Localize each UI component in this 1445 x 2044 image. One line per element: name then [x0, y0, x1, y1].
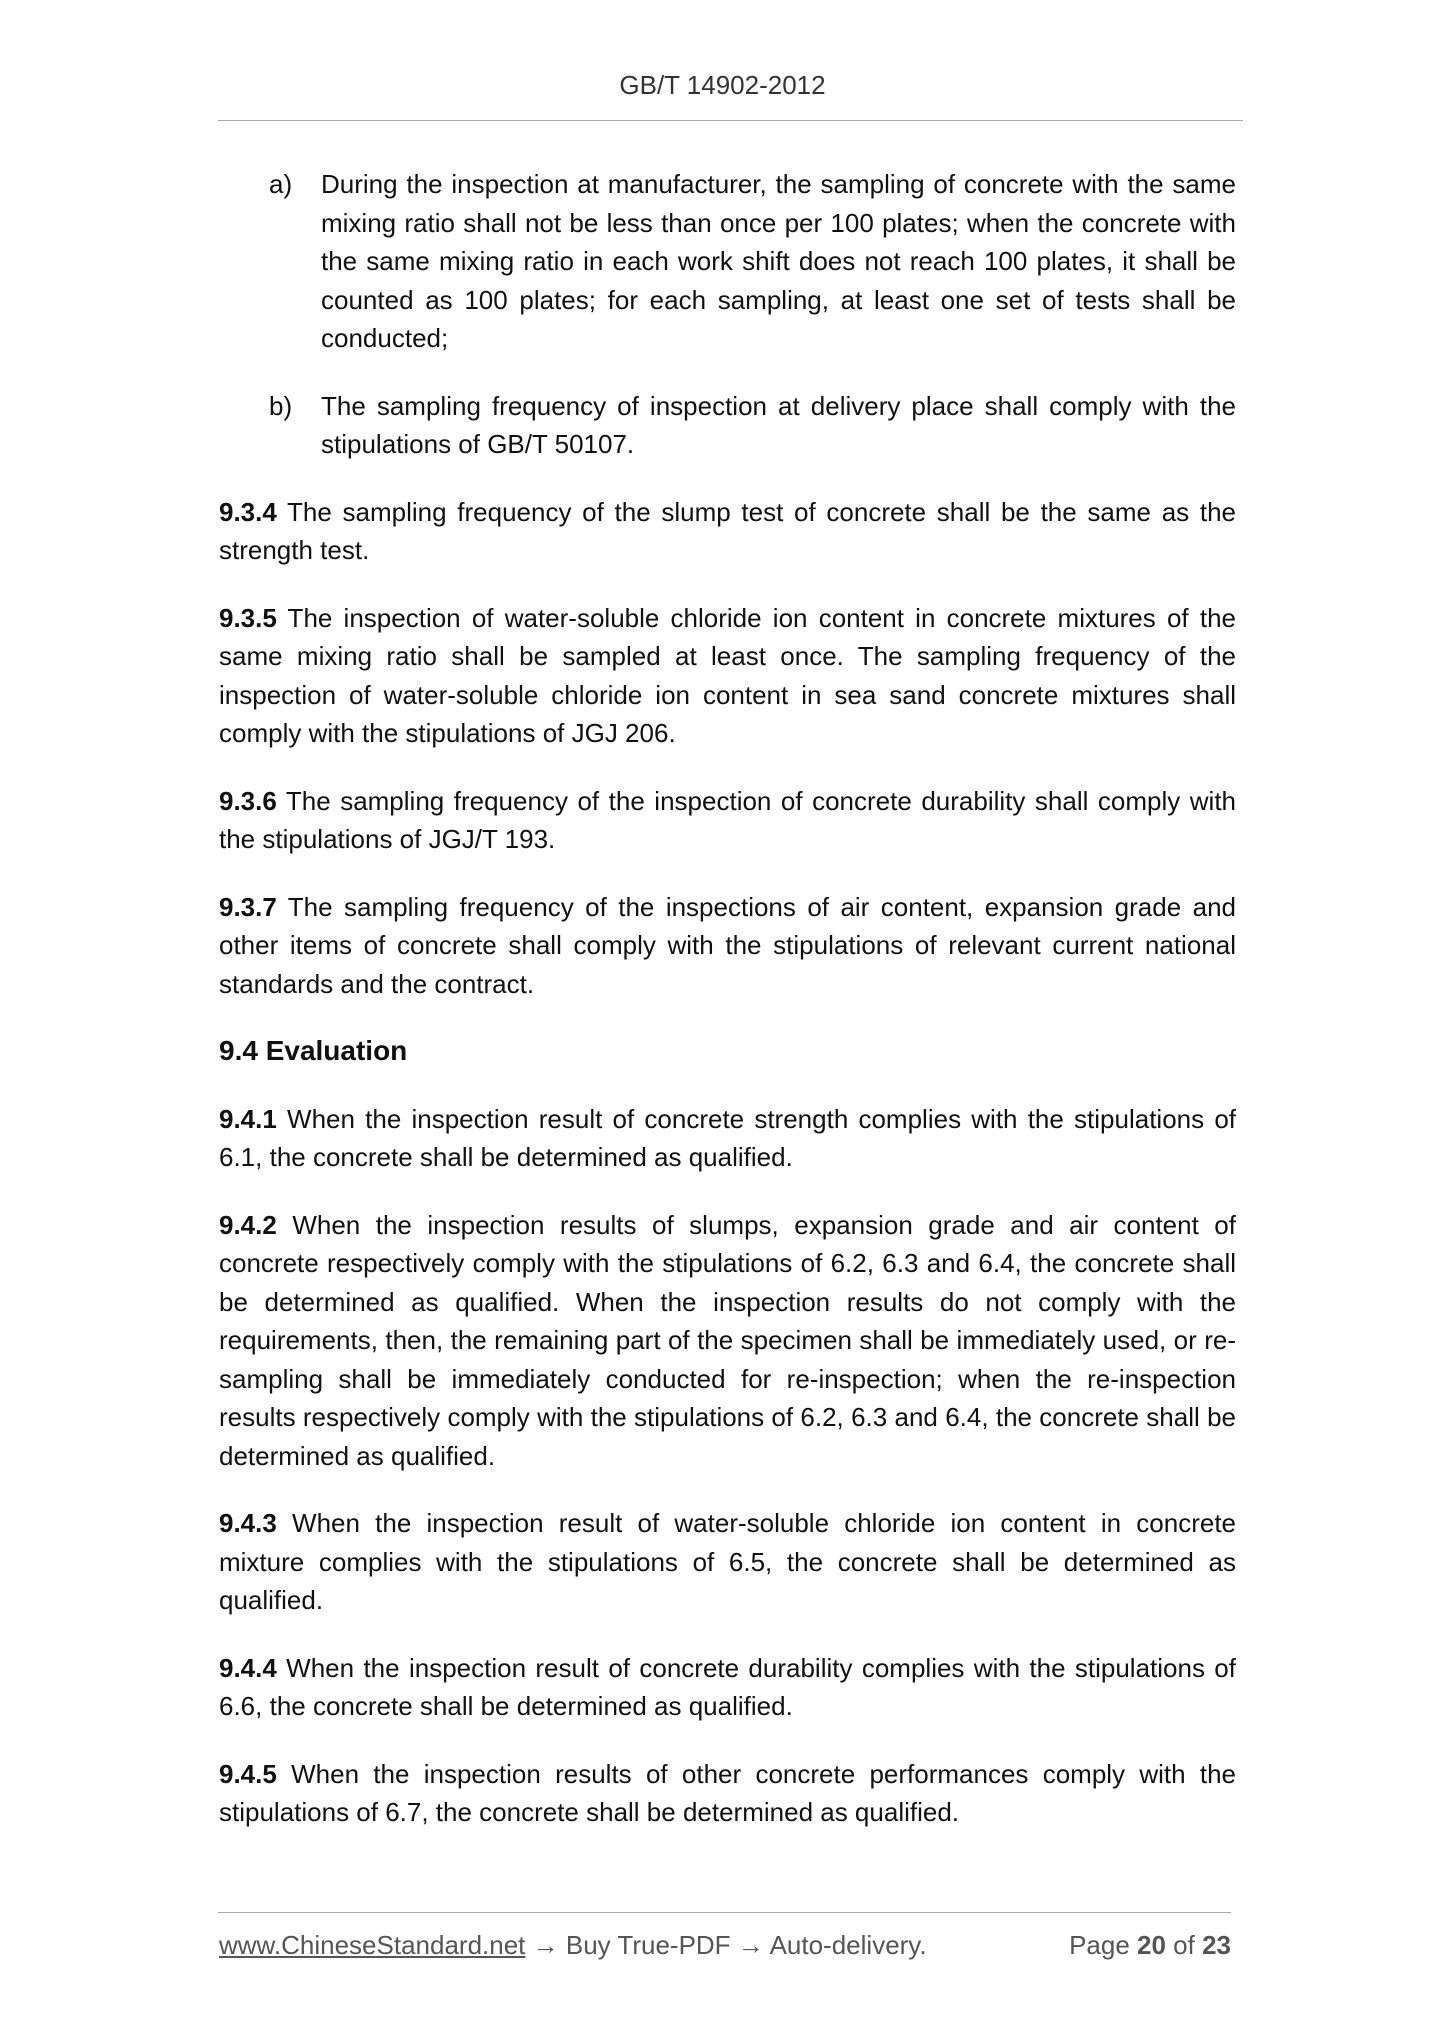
document-header-title: GB/T 14902-2012 [619, 70, 826, 100]
clause-9-3-7 [219, 888, 1236, 1004]
clause-text: When the inspection result of concrete strength complies with the stipulations of 6.1, the concrete shall be determined as qualified. [219, 1103, 1236, 1172]
clause-9-4-3 [219, 1504, 1236, 1620]
clause-text: The inspection of water-soluble chloride ion content in concrete mixtures of the same mixing ratio shall be sampled at least once. The sampling frequency of the inspection of water-soluble chloride ion content in sea sand concrete mixtures shall comply with the stipulations of JGJ 206. [219, 602, 1236, 748]
page-of-label: of [1165, 1930, 1203, 1960]
list-item-text: During the inspection at manufacturer, the sampling of concrete with the same mixing ratio shall not be less than once per 100 plates; when the concrete with the same mixing ratio in each work shift does not reach 100 plates, it shall be counted as 100 plates; for each sampling, at least one set of tests shall be conducted; [321, 169, 1236, 353]
clause-9-3-6 [219, 782, 1236, 859]
footer-tagline: → Buy True-PDF → Auto-delivery. [525, 1930, 927, 1960]
clause-9-4-2 [219, 1206, 1236, 1476]
clause-9-4-4 [219, 1649, 1236, 1726]
clause-number: 9.4.1 [219, 1103, 277, 1134]
list-marker: a) [269, 169, 293, 199]
list-item-a [269, 165, 1236, 358]
list-marker: b) [269, 390, 293, 421]
list-item-text: The sampling frequency of inspection at delivery place shall comply with the stipulations of GB/T 50107. [321, 390, 1236, 459]
clause-text: The sampling frequency of the inspections of air content, expansion grade and other items of concrete shall comply with the stipulations of relevant current national standards and the contract. [219, 891, 1236, 999]
clause-number: 9.4.5 [219, 1758, 277, 1789]
website-link[interactable]: www.ChineseStandard.net [219, 1930, 526, 1960]
clause-text: When the inspection result of water-soluble chloride ion content in concrete mixture complies with the stipulations of 6.5, the concrete shall be determined as qualified. [219, 1508, 1236, 1615]
list-item-b [269, 387, 1236, 464]
page-indicator [1069, 1930, 1231, 1961]
page-current: 20 [1137, 1930, 1166, 1960]
clause-number: 9.3.6 [219, 785, 277, 816]
page-total: 23 [1202, 1930, 1231, 1960]
clause-9-3-4 [219, 493, 1236, 570]
footer-left [219, 1930, 927, 1961]
footer-divider [218, 1912, 1231, 1913]
clause-number: 9.3.7 [219, 891, 277, 922]
clause-number: 9.4.2 [219, 1209, 277, 1240]
clause-text: The sampling frequency of the inspection of concrete durability shall comply with the stipulations of JGJ/T 193. [219, 785, 1236, 854]
clause-9-3-5 [219, 599, 1236, 753]
clause-number: 9.4.3 [219, 1508, 277, 1538]
page-footer [219, 1930, 1231, 1961]
clause-number: 9.4.4 [219, 1652, 277, 1683]
clause-9-4-5 [219, 1755, 1236, 1832]
clause-number: 9.3.4 [219, 496, 277, 527]
clause-text: When the inspection results of slumps, expansion grade and air content of concrete respectively comply with the stipulations of 6.2, 6.3 and 6.4, the concrete shall be determined as qualified. When the inspection results do not comply with the requirements, then, the remaining part of the specimen shall be immediately used, or re-sampling shall be immediately conducted for re-inspection; when the re-inspection results respectively comply with the stipulations of 6.2, 6.3 and 6.4, the concrete shall be determined as qualified. [219, 1209, 1236, 1471]
document-body [219, 165, 1236, 1861]
header-divider [218, 120, 1243, 121]
clause-number: 9.3.5 [219, 602, 277, 633]
clause-9-4-1 [219, 1100, 1236, 1177]
clause-text: The sampling frequency of the slump test of concrete shall be the same as the strength test. [219, 496, 1236, 565]
clause-text: When the inspection result of concrete durability complies with the stipulations of 6.6, the concrete shall be determined as qualified. [219, 1652, 1236, 1721]
section-heading-evaluation: 9.4 Evaluation [219, 1035, 408, 1066]
clause-text: When the inspection results of other concrete performances comply with the stipulations of 6.7, the concrete shall be determined as qualified. [219, 1758, 1236, 1827]
page-label: Page [1069, 1930, 1138, 1960]
